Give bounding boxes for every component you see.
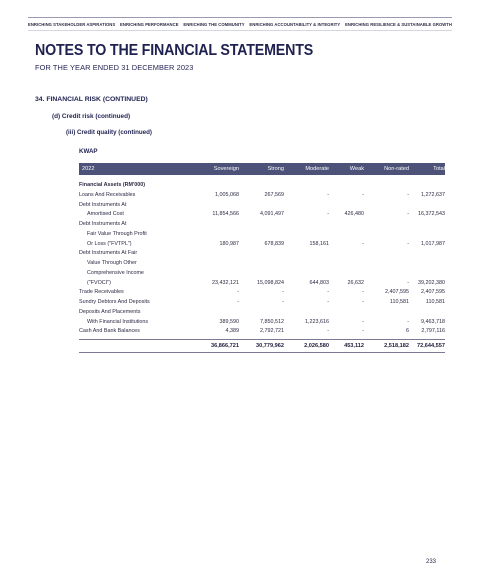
table-cell <box>364 220 409 230</box>
table-cell <box>284 269 329 279</box>
table-row <box>79 308 445 318</box>
entity-label: KWAP <box>79 148 98 155</box>
row-label: Sundry Debtors And Deposits <box>79 299 150 305</box>
table-row <box>79 191 445 201</box>
table-cell: 9,463,718 <box>421 318 445 325</box>
table-cell: 267,569 <box>264 191 284 198</box>
table-cell <box>186 230 239 240</box>
table-cell: - <box>407 318 409 325</box>
table-cell <box>186 220 239 230</box>
table-cell: 158,161 <box>309 240 329 247</box>
table-cell: 4,389 <box>225 328 239 335</box>
table-cell: 1,223,616 <box>305 318 329 325</box>
table-cell: 110,581 <box>389 299 409 305</box>
table-cell <box>284 181 329 191</box>
table-cell: - <box>237 289 239 296</box>
table-cell: 678,839 <box>264 240 284 247</box>
table-cell: 180,987 <box>219 240 239 247</box>
table-cell: - <box>237 299 239 305</box>
table-cell <box>239 249 284 259</box>
total-weak: 453,112 <box>344 343 364 349</box>
table-cell: - <box>327 191 329 198</box>
row-label: Loans And Receivables <box>79 191 136 198</box>
total-total: 72,644,557 <box>417 343 445 349</box>
row-label: Comprehensive Income <box>87 269 144 276</box>
table-cell <box>329 220 364 230</box>
row-label: Value Through Other <box>87 260 137 266</box>
table-cell <box>409 230 445 240</box>
table-row <box>79 318 445 328</box>
table-cell: - <box>327 299 329 305</box>
table-cell <box>329 201 364 211</box>
table-cell <box>329 269 364 279</box>
table-cell: - <box>407 240 409 247</box>
table-cell: 426,480 <box>344 211 364 218</box>
table-cell <box>409 220 445 230</box>
table-row <box>79 288 445 298</box>
top-navigation <box>28 17 452 31</box>
header-moderate: Moderate <box>305 166 329 172</box>
table-row <box>79 249 445 259</box>
table-cell <box>284 220 329 230</box>
table-cell <box>186 308 239 318</box>
nav-item-accountability[interactable]: ENRICHING ACCOUNTABILITY & INTEGRITY <box>249 21 341 27</box>
table-row <box>79 259 445 269</box>
table-cell <box>409 269 445 279</box>
table-cell: 1,005,068 <box>215 191 239 198</box>
table-cell <box>329 230 364 240</box>
table-cell <box>186 181 239 191</box>
table-cell: - <box>327 289 329 296</box>
table-cell <box>239 181 284 191</box>
table-cell <box>364 259 409 269</box>
table-cell: - <box>407 279 409 286</box>
table-cell <box>409 249 445 259</box>
table-cell: 39,202,380 <box>418 279 445 286</box>
header-weak: Weak <box>349 166 364 172</box>
row-label: ("FVOCI") <box>87 279 111 286</box>
table-cell: 1,017,987 <box>421 240 445 247</box>
table-cell <box>239 230 284 240</box>
table-cell <box>186 269 239 279</box>
row-label: Fair Value Through Profit <box>87 230 147 237</box>
table-cell <box>239 269 284 279</box>
table-cell: 16,372,543 <box>418 211 445 218</box>
nav-item-performance[interactable]: ENRICHING PERFORMANCE <box>120 21 179 27</box>
table-cell <box>364 230 409 240</box>
page-subtitle: FOR THE YEAR ENDED 31 DECEMBER 2023 <box>35 63 194 72</box>
table-cell <box>329 308 364 318</box>
row-label: Amortised Cost <box>87 211 124 218</box>
table-cell: - <box>362 328 364 335</box>
header-year: 2022 <box>82 166 95 172</box>
total-strong: 30,779,962 <box>256 343 284 349</box>
table-cell <box>239 308 284 318</box>
total-non-rated: 2,518,182 <box>384 343 409 349</box>
table-cell <box>364 269 409 279</box>
table-cell <box>364 201 409 211</box>
table-cell: 4,091,497 <box>260 211 284 218</box>
header-non-rated: Non-rated <box>384 166 409 172</box>
table-cell <box>329 259 364 269</box>
credit-quality-table <box>79 163 445 353</box>
table-row <box>79 181 445 191</box>
table-row <box>79 210 445 220</box>
table-cell <box>409 181 445 191</box>
table-cell <box>186 201 239 211</box>
table-row <box>79 327 445 337</box>
table-row <box>79 230 445 240</box>
table-cell <box>239 201 284 211</box>
table-cell: - <box>407 211 409 218</box>
table-cell: 7,850,512 <box>260 318 284 325</box>
table-cell: - <box>362 289 364 296</box>
table-cell: - <box>407 191 409 198</box>
table-cell <box>364 308 409 318</box>
row-label: Debt Instruments At <box>79 221 127 227</box>
table-cell <box>284 201 329 211</box>
row-label: Or Loss ("FVTPL") <box>87 240 132 247</box>
table-cell <box>364 181 409 191</box>
table-row <box>79 279 445 289</box>
table-cell: 1,272,637 <box>421 191 445 198</box>
table-cell: - <box>282 289 284 296</box>
table-cell <box>409 201 445 211</box>
table-row <box>79 220 445 230</box>
table-cell: - <box>327 328 329 335</box>
table-cell: 23,432,121 <box>212 279 239 286</box>
table-cell: - <box>362 191 364 198</box>
table-cell <box>284 308 329 318</box>
table-cell: 644,803 <box>309 279 329 286</box>
table-body <box>79 181 445 337</box>
table-cell <box>284 259 329 269</box>
row-label: Financial Assets (RM'000) <box>79 182 146 188</box>
table-cell: 2,407,595 <box>385 289 409 296</box>
table-cell: 110,581 <box>425 299 445 305</box>
table-cell: 2,792,721 <box>260 328 284 335</box>
row-label: Trade Receivables <box>79 289 124 296</box>
table-row <box>79 201 445 211</box>
row-label: With Financial Institutions <box>87 318 149 325</box>
table-header <box>79 163 445 175</box>
table-cell <box>409 308 445 318</box>
table-cell: 6 <box>406 328 409 335</box>
table-row <box>79 269 445 279</box>
table-row <box>79 240 445 250</box>
row-label: Cash And Bank Balances <box>79 328 140 335</box>
table-row <box>79 298 445 308</box>
header-strong: Strong <box>267 166 284 172</box>
row-label: Deposits And Placements <box>79 308 141 315</box>
total-moderate: 2,026,580 <box>304 343 329 349</box>
subsection-heading: (d) Credit risk (continued) <box>52 113 131 120</box>
nav-item-community[interactable]: ENRICHING THE COMMUNITY <box>183 21 245 27</box>
section-heading: 34. FINANCIAL RISK (CONTINUED) <box>35 96 148 103</box>
table-cell <box>186 259 239 269</box>
page-number: 233 <box>426 559 437 565</box>
header-total: Total <box>433 166 445 172</box>
table-cell: 15,098,824 <box>257 279 284 286</box>
table-cell: 389,590 <box>219 318 239 325</box>
total-sovereign: 36,866,721 <box>211 343 239 349</box>
table-cell: - <box>362 240 364 247</box>
table-cell <box>284 249 329 259</box>
table-total-row <box>79 339 445 353</box>
table-cell: 2,797,116 <box>421 328 445 335</box>
row-label: Debt Instruments At Fair <box>79 250 138 257</box>
table-cell <box>409 259 445 269</box>
nav-item-stakeholder[interactable]: ENRICHING STAKEHOLDER ASPIRATIONS <box>28 21 116 27</box>
table-cell <box>186 249 239 259</box>
total-label-cell <box>79 341 186 351</box>
table-cell <box>329 249 364 259</box>
table-cell <box>364 249 409 259</box>
table-cell: 26,632 <box>347 279 364 286</box>
table-cell <box>239 259 284 269</box>
table-cell <box>239 220 284 230</box>
subsubsection-heading: (iii) Credit quality (continued) <box>66 129 152 136</box>
page-title: NOTES TO THE FINANCIAL STATEMENTS <box>35 42 314 59</box>
table-cell <box>329 181 364 191</box>
header-sovereign: Sovereign <box>213 166 239 172</box>
table-cell <box>284 230 329 240</box>
row-label: Debt Instruments At <box>79 201 127 208</box>
table-cell: - <box>362 299 364 305</box>
table-cell: 2,407,595 <box>421 289 445 296</box>
table-cell: 11,854,566 <box>212 211 239 218</box>
table-cell: - <box>282 299 284 305</box>
table-cell: - <box>362 318 364 325</box>
table-cell: - <box>327 211 329 218</box>
nav-item-resilience[interactable]: ENRICHING RESILIENCE & SUSTAINABLE GROWTH <box>345 21 452 27</box>
